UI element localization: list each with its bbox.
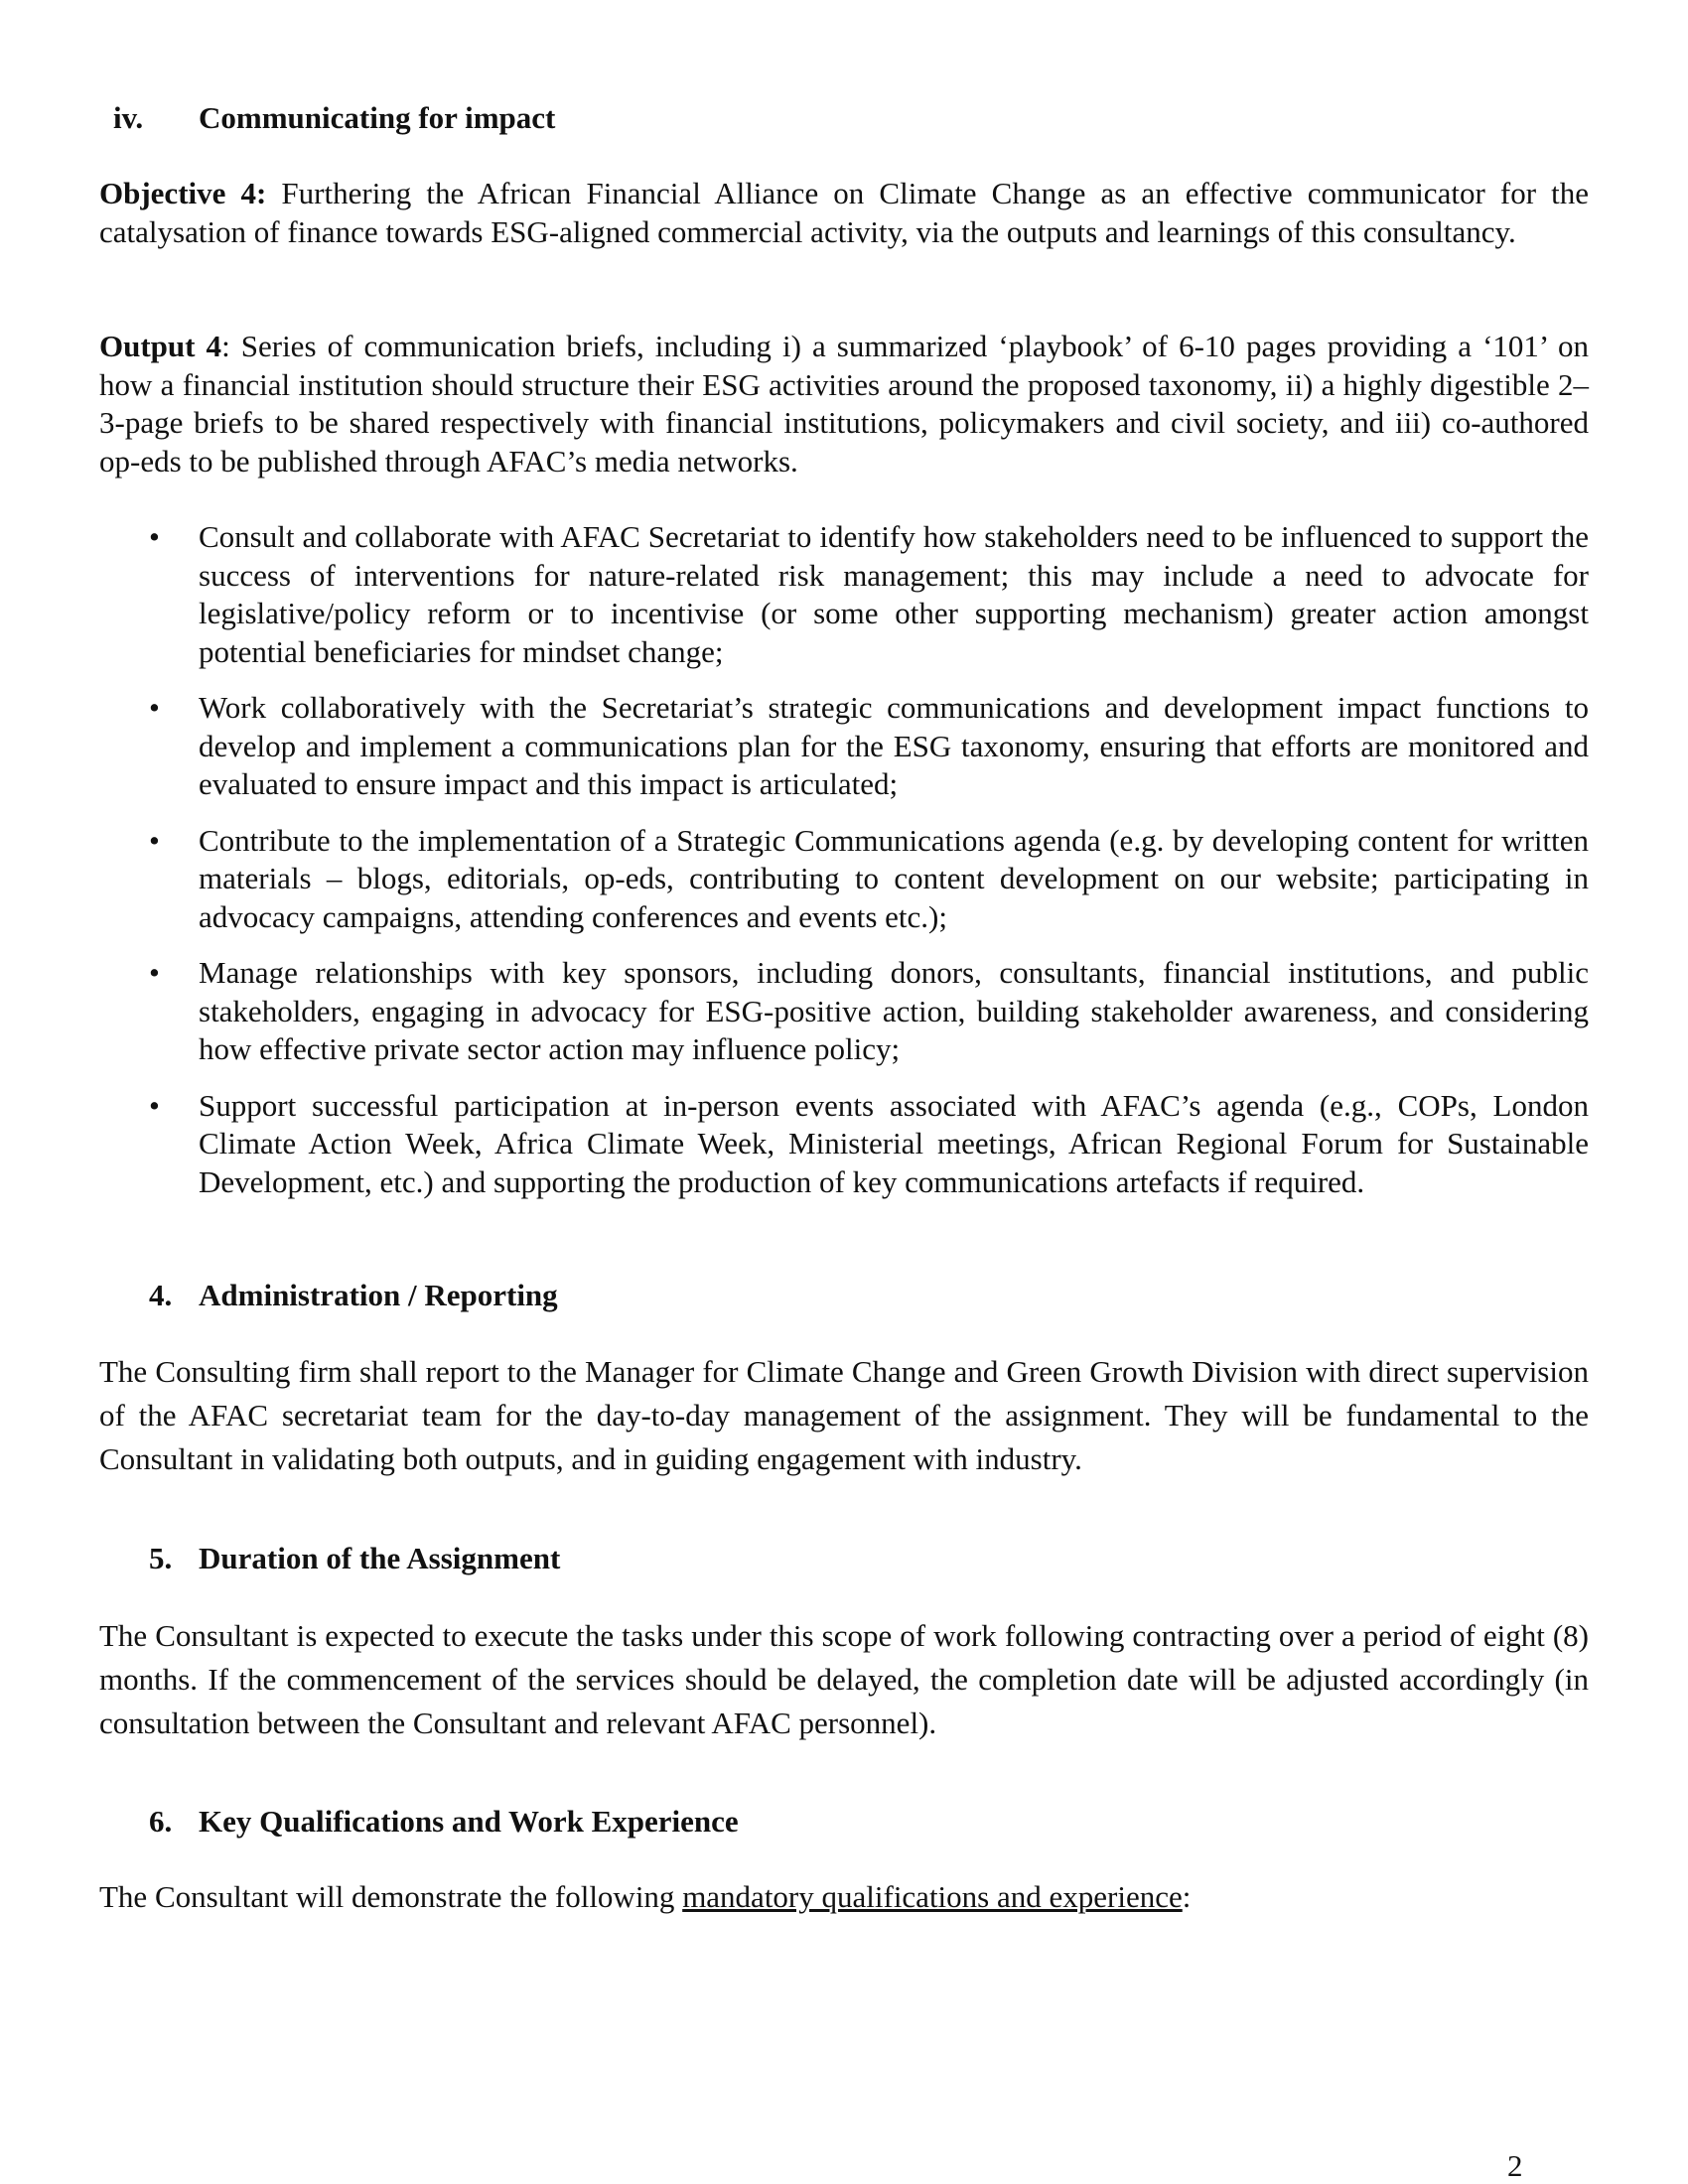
section-iv-number: iv. [113,100,144,135]
section-6-heading [99,1803,1589,1841]
bullet-icon: • [149,822,160,858]
bullet-list [99,518,1589,1219]
bullet-icon: • [149,955,160,990]
section-iv-heading [99,99,1589,137]
section-5-body: The Consultant is expected to execute the tasks under this scope of work following contracting over a period of eight (8) months. If the commencement of the services should be delayed, the completion date will be adjusted accordingly (in consultation between the Consultant and relevant AFAC personnel). [99,1618,1589,1740]
list-item: • Support successful participation at in-person events associated with AFAC’s agenda (e.g., COPs, London Climate Action Week, Africa Climate Week, Ministerial meetings, African Regional Forum for Sustainable Development, etc.) and supporting the production of key communications artefacts if required. [149,1087,1589,1199]
section-4-number: 4. [149,1278,173,1312]
list-item: • Consult and collaborate with AFAC Secretariat to identify how stakeholders need to be influenced to support the success of interventions for nature-related risk management; this may include a need to advocate for legislative/policy reform or to incentivise (or some other supporting mechanism) greater action amongst potential beneficiaries for mindset change; [149,519,1589,669]
section-5-heading [99,1540,1589,1577]
section-4-body: The Consulting firm shall report to the Manager for Climate Change and Green Growth Division with direct supervision of the AFAC secretariat team for the day-to-day management of the assignment. They will be fundamental to the Consultant in validating both outputs, and in guiding engagement with industry. [99,1354,1589,1476]
output-paragraph [99,328,1589,480]
section-6-title: Key Qualifications and Work Experience [199,1804,739,1839]
section-iv-title: Communicating for impact [199,100,556,135]
list-item: • Manage relationships with key sponsors, including donors, consultants, financial institutions, and public stakeholders, engaging in advocacy for ESG-positive action, building stakeholder awareness, and considering how effective private sector action may influence policy; [149,955,1589,1066]
section-6-body: The Consultant will demonstrate the following mandatory qualifications and experience: [99,1879,1192,1914]
objective-label: Objective 4: [99,176,267,210]
objective-paragraph [99,175,1589,251]
section-5-number: 5. [149,1541,173,1575]
output-text: : Series of communication briefs, including i) a summarized ‘playbook’ of 6-10 pages providing a ‘101’ on how a financial institution should structure their ESG activities around the proposed taxonomy, ii) a highly digestible 2–3-page briefs to be shared respectively with financial institutions, policymakers and civil society, and iii) co-authored op-eds to be published through AFAC’s media networks. [99,329,1589,478]
page-number: 2 [1507,2148,1523,2183]
output-label: Output 4 [99,329,222,363]
mandatory-qualifications-underlined: mandatory qualifications and experience [682,1879,1183,1914]
section-5-title: Duration of the Assignment [199,1541,561,1575]
section-6-number: 6. [149,1804,173,1839]
section-4-title: Administration / Reporting [199,1278,558,1312]
list-item: • Work collaboratively with the Secretariat’s strategic communications and development impact functions to develop and implement a communications plan for the ESG taxonomy, ensuring that efforts are monitored and evaluated to ensure impact and this impact is articulated; [149,690,1589,801]
objective-text: Furthering the African Financial Alliance on Climate Change as an effective communicator for the catalysation of finance towards ESG-aligned commercial activity, via the outputs and learnings of this consultancy. [99,176,1589,249]
bullet-icon: • [149,519,160,554]
section-4-heading [99,1277,1589,1314]
list-item: • Contribute to the implementation of a Strategic Communications agenda (e.g. by developing content for written materials – blogs, editorials, op-eds, contributing to content development on our website; participating in advocacy campaigns, attending conferences and events etc.); [149,822,1589,934]
bullet-icon: • [149,1087,160,1123]
bullet-icon: • [149,690,160,725]
